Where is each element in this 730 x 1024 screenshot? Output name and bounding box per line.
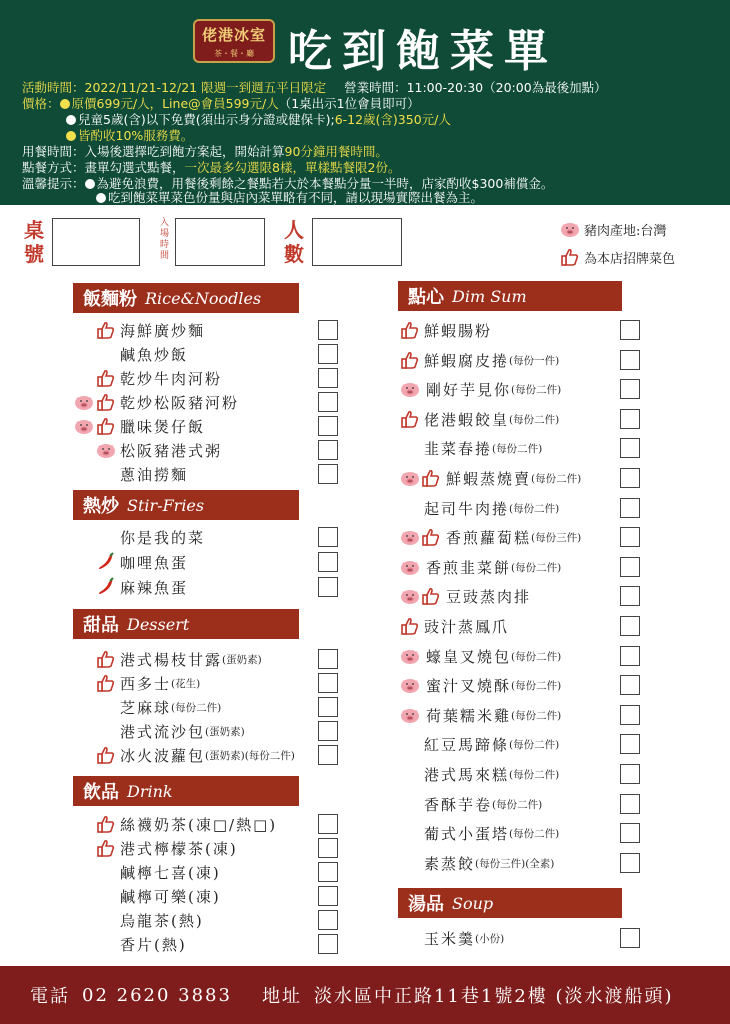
menu-item xyxy=(120,439,222,461)
menu-item-name: 素蒸餃 xyxy=(424,854,476,873)
thumbs-up-icon xyxy=(96,745,116,765)
menu-item-name: 你是我的菜 xyxy=(120,528,206,547)
menu-item xyxy=(120,837,238,859)
phone-number: 02 2620 3883 xyxy=(82,984,232,1006)
menu-item-note: (每份二件) xyxy=(509,768,560,781)
menu-item xyxy=(120,463,188,485)
menu-item xyxy=(120,672,200,694)
reminder-line-2: 吃到飽菜單菜色份量與店內菜單略有不同，請以現場實際出餐為主。 xyxy=(96,190,483,206)
thumbs-up-icon xyxy=(96,416,116,436)
section-soup: 湯品 Soup xyxy=(398,888,622,918)
menu-item-name: 鹹檸七喜(凍) xyxy=(120,863,221,882)
menu-item-name: 剛好芋見你 xyxy=(426,380,512,399)
menu-item-note: (蛋奶素) xyxy=(205,725,245,738)
order-checkbox[interactable] xyxy=(620,379,640,399)
menu-item-note: (花生) xyxy=(171,677,201,690)
menu-item-name: 香煎蘿蔔糕 xyxy=(446,528,532,547)
menu-item xyxy=(426,704,561,726)
bullet-icon xyxy=(96,193,106,203)
pig-icon xyxy=(400,705,420,725)
menu-item xyxy=(120,885,221,907)
menu-item-name: 港式楊枝甘露 xyxy=(120,650,223,669)
order-checkbox[interactable] xyxy=(318,464,338,484)
section-stir-fries: 熱炒 Stir-Fries xyxy=(73,490,299,520)
header-banner xyxy=(0,0,730,205)
people-count-label: 人數 xyxy=(284,218,304,266)
menu-item xyxy=(424,349,559,371)
menu-item-name: 葡式小蛋塔 xyxy=(424,824,510,843)
entry-time-field[interactable] xyxy=(175,218,265,266)
order-checkbox[interactable] xyxy=(620,527,640,547)
order-checkbox[interactable] xyxy=(318,392,338,412)
menu-item xyxy=(120,526,205,548)
menu-item xyxy=(120,744,295,766)
section-dessert: 甜品 Dessert xyxy=(73,609,299,639)
legend-signature: 為本店招牌菜色 xyxy=(560,247,675,267)
thumbs-up-icon xyxy=(96,392,116,412)
menu-item-note: (每份二件) xyxy=(492,442,543,455)
thumbs-up-icon xyxy=(96,320,116,340)
pig-icon xyxy=(400,379,420,399)
pig-icon xyxy=(400,586,420,606)
order-checkbox[interactable] xyxy=(620,468,640,488)
order-checkbox[interactable] xyxy=(620,646,640,666)
menu-item-name: 紅豆馬蹄條 xyxy=(424,735,510,754)
thumbs-up-icon xyxy=(96,673,116,693)
menu-item-note: (每份二件) xyxy=(171,701,222,714)
menu-item-note: (每份二件) xyxy=(509,413,560,426)
phone-label: 電話 xyxy=(30,986,70,1007)
menu-item-name: 豉汁蒸鳳爪 xyxy=(424,617,510,636)
menu-item-note: (每份二件) xyxy=(511,709,562,722)
menu-item-name: 港式流沙包 xyxy=(120,722,206,741)
menu-item xyxy=(424,408,559,430)
menu-item-note: (蛋奶素)(每份二件) xyxy=(205,749,295,762)
thumbs-up-icon xyxy=(400,616,420,636)
menu-item-name: 冰火波蘿包 xyxy=(120,746,206,765)
menu-item-note: (每份二件) xyxy=(509,827,560,840)
menu-item-name: 玉米羹 xyxy=(424,929,476,948)
menu-item-name: 豆豉蒸肉排 xyxy=(446,587,532,606)
order-checkbox[interactable] xyxy=(318,934,338,954)
order-checkbox[interactable] xyxy=(620,928,640,948)
thumbs-up-icon xyxy=(400,320,420,340)
chili-pepper-icon xyxy=(96,577,116,597)
menu-item xyxy=(424,927,504,949)
menu-item xyxy=(424,763,559,785)
menu-item-note: (每份三件) xyxy=(531,531,582,544)
menu-item xyxy=(424,822,559,844)
order-checkbox[interactable] xyxy=(620,498,640,518)
menu-item xyxy=(446,467,581,489)
order-checkbox[interactable] xyxy=(318,697,338,717)
menu-item xyxy=(426,556,561,578)
order-checkbox[interactable] xyxy=(318,910,338,930)
menu-item xyxy=(446,585,531,607)
menu-item-note: (每份二件) xyxy=(511,383,562,396)
order-checkbox[interactable] xyxy=(318,814,338,834)
table-number-field[interactable] xyxy=(52,218,140,266)
menu-item xyxy=(424,319,492,341)
order-checkbox[interactable] xyxy=(318,416,338,436)
menu-item-name: 咖哩魚蛋 xyxy=(120,553,189,572)
menu-item-name: 絲襪奶茶(凍□/熱□) xyxy=(120,815,278,834)
order-checkbox[interactable] xyxy=(620,438,640,458)
pig-icon xyxy=(400,468,420,488)
menu-item-name: 荷葉糯米雞 xyxy=(426,706,512,725)
menu-item-name: 港式檸檬茶(凍) xyxy=(120,839,238,858)
menu-item-name: 港式馬來糕 xyxy=(424,765,510,784)
dining-time-line: 用餐時間：入場後選擇吃到飽方案起，開始計算90分鐘用餐時間。 xyxy=(22,144,388,159)
menu-item-name: 香煎韭菜餅 xyxy=(426,558,512,577)
order-checkbox[interactable] xyxy=(318,721,338,741)
menu-item xyxy=(120,813,277,835)
menu-item xyxy=(424,497,559,519)
menu-item xyxy=(120,861,221,883)
order-checkbox[interactable] xyxy=(318,527,338,547)
menu-item xyxy=(426,645,561,667)
thumbs-up-icon xyxy=(96,368,116,388)
menu-item xyxy=(424,793,542,815)
order-checkbox[interactable] xyxy=(620,764,640,784)
menu-item-note: (每份二件) xyxy=(511,561,562,574)
menu-item-name: 烏龍茶(熱) xyxy=(120,911,204,930)
order-checkbox[interactable] xyxy=(318,552,338,572)
menu-item xyxy=(120,415,205,437)
menu-item xyxy=(120,909,204,931)
order-method-line: 點餐方式：畫單勾選式點餐，一次最多勾選限8樣，單樣點餐限2份。 xyxy=(22,160,401,175)
order-checkbox[interactable] xyxy=(620,409,640,429)
order-checkbox[interactable] xyxy=(318,838,338,858)
menu-item xyxy=(120,696,221,718)
restaurant-logo xyxy=(193,19,275,63)
pig-icon xyxy=(96,440,116,460)
menu-item xyxy=(120,319,205,341)
page-title: 吃到飽菜單 xyxy=(288,26,558,77)
price-line: 價格： 原價699元/人，Line@會員599元/人（1桌出示1位會員即可） xyxy=(22,96,420,111)
order-checkbox[interactable] xyxy=(620,350,640,370)
people-count-field[interactable] xyxy=(312,218,402,266)
order-checkbox[interactable] xyxy=(318,344,338,364)
order-checkbox[interactable] xyxy=(318,577,338,597)
order-checkbox[interactable] xyxy=(318,886,338,906)
bullet-icon xyxy=(66,115,76,125)
menu-item xyxy=(120,648,262,670)
bullet-icon xyxy=(85,179,95,189)
menu-item-name: 芝麻球 xyxy=(120,698,172,717)
pig-icon xyxy=(74,392,94,412)
order-checkbox[interactable] xyxy=(620,705,640,725)
menu-item-name: 麻辣魚蛋 xyxy=(120,578,189,597)
menu-item-name: 韭菜春捲 xyxy=(424,439,493,458)
menu-item-note: (每份二件) xyxy=(531,472,582,485)
menu-item-name: 香酥芋卷 xyxy=(424,795,493,814)
order-checkbox[interactable] xyxy=(620,853,640,873)
legend-pork: 豬肉產地:台灣 xyxy=(560,219,666,239)
logo-text: 佬港冰室 xyxy=(201,26,266,44)
thumbs-up-icon xyxy=(96,649,116,669)
menu-item-name: 鮮蝦腐皮捲 xyxy=(424,351,510,370)
service-fee-line: 皆酌收10%服務費。 xyxy=(66,128,193,144)
thumbs-up-icon xyxy=(421,468,441,488)
menu-item-name: 蔥油撈麵 xyxy=(120,465,189,484)
menu-item-name: 鮮蝦蒸燒賣 xyxy=(446,469,532,488)
menu-item-name: 蠔皇叉燒包 xyxy=(426,647,512,666)
menu-item-note: (每份二件) xyxy=(511,679,562,692)
order-checkbox[interactable] xyxy=(318,745,338,765)
menu-item xyxy=(424,615,509,637)
order-checkbox[interactable] xyxy=(620,616,640,636)
order-checkbox[interactable] xyxy=(318,320,338,340)
thumbs-up-icon xyxy=(560,247,580,267)
menu-item xyxy=(120,551,188,573)
menu-item-name: 起司牛肉捲 xyxy=(424,499,510,518)
menu-item xyxy=(120,367,222,389)
pig-icon xyxy=(400,527,420,547)
order-checkbox[interactable] xyxy=(620,557,640,577)
order-checkbox[interactable] xyxy=(318,862,338,882)
menu-item xyxy=(424,437,542,459)
order-checkbox[interactable] xyxy=(318,368,338,388)
footer-bar xyxy=(0,966,730,1024)
order-checkbox[interactable] xyxy=(620,675,640,695)
menu-item-note: (每份二件) xyxy=(509,738,560,751)
menu-item xyxy=(424,852,554,874)
menu-item-name: 海鮮廣炒麵 xyxy=(120,321,206,340)
menu-item xyxy=(446,526,581,548)
menu-item-note: (蛋奶素) xyxy=(222,653,262,666)
pig-icon xyxy=(560,219,580,239)
menu-item-name: 鮮蝦腸粉 xyxy=(424,321,493,340)
activity-time-line: 活動時間：2022/11/21-12/21 限週一到週五平日限定 營業時間：11:00-20:30（20:00為最後加點） xyxy=(22,80,607,95)
menu-item-name: 乾炒松阪豬河粉 xyxy=(120,393,240,412)
menu-item xyxy=(426,674,561,696)
menu-item-note: (小份) xyxy=(475,932,505,945)
menu-item xyxy=(120,720,245,742)
menu-item xyxy=(426,378,561,400)
section-dim-sum: 點心 Dim Sum xyxy=(398,281,622,311)
order-checkbox[interactable] xyxy=(318,440,338,460)
menu-item-name: 香片(熱) xyxy=(120,935,187,954)
order-checkbox[interactable] xyxy=(620,734,640,754)
entry-time-label: 入場時間 xyxy=(160,218,170,261)
thumbs-up-icon xyxy=(96,814,116,834)
address-label: 地址 xyxy=(261,986,302,1007)
menu-item-name: 佬港蝦餃皇 xyxy=(424,410,510,429)
table-number-label: 桌號 xyxy=(24,218,44,266)
address-text: 淡水區中正路11巷1號2樓 (淡水渡船頭) xyxy=(313,986,674,1007)
order-checkbox[interactable] xyxy=(620,320,640,340)
pig-icon xyxy=(400,675,420,695)
pig-icon xyxy=(400,557,420,577)
menu-item xyxy=(424,733,559,755)
pig-icon xyxy=(400,646,420,666)
order-checkbox[interactable] xyxy=(620,823,640,843)
thumbs-up-icon xyxy=(400,409,420,429)
menu-item-name: 蜜汁叉燒酥 xyxy=(426,676,512,695)
thumbs-up-icon xyxy=(96,838,116,858)
menu-item-note: (每份二件) xyxy=(492,798,543,811)
menu-item-name: 松阪豬港式粥 xyxy=(120,441,223,460)
thumbs-up-icon xyxy=(421,527,441,547)
menu-item-note: (每份二件) xyxy=(509,502,560,515)
section-drink: 飲品 Drink xyxy=(73,776,299,806)
menu-item xyxy=(120,391,239,413)
menu-item xyxy=(120,343,188,365)
order-checkbox[interactable] xyxy=(318,649,338,669)
pig-icon xyxy=(74,416,94,436)
thumbs-up-icon xyxy=(400,350,420,370)
menu-item-name: 鹹魚炒飯 xyxy=(120,345,189,364)
section-rice-noodles: 飯麵粉 Rice&Noodles xyxy=(73,283,299,313)
menu-item-note: (每份二件) xyxy=(511,650,562,663)
order-checkbox[interactable] xyxy=(318,673,338,693)
menu-item-name: 西多士 xyxy=(120,674,172,693)
menu-item-name: 乾炒牛肉河粉 xyxy=(120,369,223,388)
bullet-icon xyxy=(60,99,70,109)
order-checkbox[interactable] xyxy=(620,586,640,606)
logo-subtext: 茶・餐・廳 xyxy=(214,49,254,58)
menu-item-note: (每份一件) xyxy=(509,354,560,367)
menu-item-note: (每份三件)(全素) xyxy=(475,857,555,870)
menu-item xyxy=(120,576,188,598)
thumbs-up-icon xyxy=(421,586,441,606)
menu-item-name: 臘味煲仔飯 xyxy=(120,417,206,436)
kids-price-line: 兒童5歲(含)以下免費(須出示身分證或健保卡);6-12歲(含)350元/人 xyxy=(66,112,451,128)
order-checkbox[interactable] xyxy=(620,794,640,814)
chili-pepper-icon xyxy=(96,552,116,572)
menu-item-name: 鹹檸可樂(凍) xyxy=(120,887,221,906)
menu-item xyxy=(120,933,187,955)
reminder-line: 溫馨提示： 為避免浪費，用餐後剩餘之餐點若大於本餐點分量一半時，店家酌收$300補償金。 xyxy=(22,176,554,191)
bullet-icon xyxy=(66,131,76,141)
